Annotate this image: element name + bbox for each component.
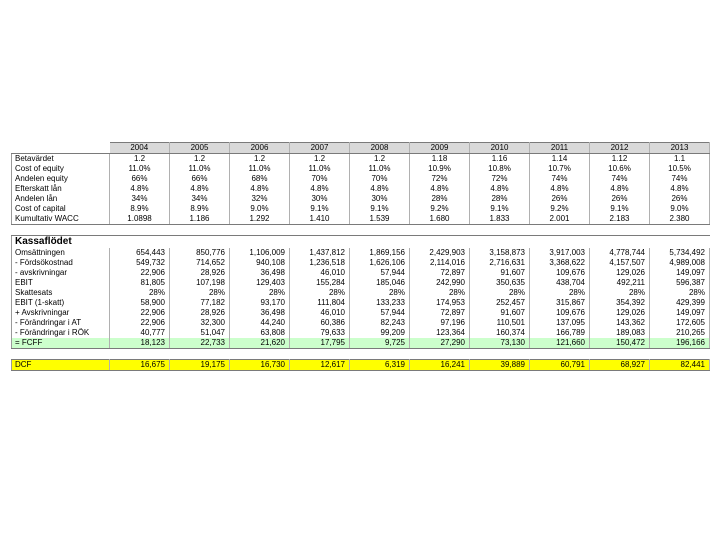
spacer-cell [650, 349, 710, 360]
param-cell: 70% [350, 174, 410, 184]
cashflow-cell: 63,808 [230, 328, 290, 338]
spacer-cell [650, 225, 710, 236]
dcf-cell: 16,675 [110, 360, 170, 371]
cashflow-cell: 79,633 [290, 328, 350, 338]
cashflow-label: + Avskrivningar [12, 308, 110, 318]
cashflow-cell: 3,158,873 [470, 248, 530, 258]
param-cell: 66% [170, 174, 230, 184]
param-cell: 74% [650, 174, 710, 184]
cashflow-cell: 143,362 [590, 318, 650, 328]
cashflow-cell: 36,498 [230, 308, 290, 318]
param-cell: 4.8% [650, 184, 710, 194]
param-cell: 9.0% [230, 204, 290, 214]
cashflow-row [12, 308, 710, 318]
cashflow-cell: 28% [170, 288, 230, 298]
cashflow-cell: 1,626,106 [350, 258, 410, 268]
param-cell: 2.183 [590, 214, 650, 225]
cashflow-cell: 28% [110, 288, 170, 298]
spacer-cell [470, 225, 530, 236]
param-row [12, 204, 710, 214]
cashflow-cell: 28% [350, 288, 410, 298]
spacer-cell [590, 225, 650, 236]
cashflow-cell: 93,170 [230, 298, 290, 308]
cashflow-cell: 174,953 [410, 298, 470, 308]
year-header-cell: 2006 [230, 143, 290, 154]
cashflow-cell: 91,607 [470, 268, 530, 278]
cashflow-cell: 166,789 [530, 328, 590, 338]
cashflow-cell: 40,777 [110, 328, 170, 338]
param-label: Andelen lån [12, 194, 110, 204]
cashflow-cell: 155,284 [290, 278, 350, 288]
param-cell: 1.186 [170, 214, 230, 225]
cashflow-cell: 315,867 [530, 298, 590, 308]
param-cell: 10.6% [590, 164, 650, 174]
cashflow-label: - avskrivningar [12, 268, 110, 278]
cashflow-cell: 1,106,009 [230, 248, 290, 258]
cashflow-row [12, 298, 710, 308]
cashflow-cell: 109,676 [530, 268, 590, 278]
cashflow-cell: 2,429,903 [410, 248, 470, 258]
cashflow-cell: 429,399 [650, 298, 710, 308]
param-cell: 10.9% [410, 164, 470, 174]
fcff-cell: 21,620 [230, 338, 290, 349]
fcff-cell: 27,290 [410, 338, 470, 349]
fcff-row [12, 338, 710, 349]
cashflow-cell: 492,211 [590, 278, 650, 288]
cashflow-row [12, 288, 710, 298]
param-cell: 8.9% [170, 204, 230, 214]
param-cell: 1.410 [290, 214, 350, 225]
year-header-cell: 2008 [350, 143, 410, 154]
year-header-cell: 2010 [470, 143, 530, 154]
param-cell: 10.8% [470, 164, 530, 174]
param-cell: 1.14 [530, 154, 590, 165]
param-label: Cost of equity [12, 164, 110, 174]
cashflow-row [12, 278, 710, 288]
cashflow-label: - Förändringar i AT [12, 318, 110, 328]
param-cell: 11.0% [110, 164, 170, 174]
param-cell: 9.2% [530, 204, 590, 214]
spacer-cell [170, 349, 230, 360]
cashflow-cell: 850,776 [170, 248, 230, 258]
year-header-cell: 2004 [110, 143, 170, 154]
param-cell: 1.1 [650, 154, 710, 165]
cashflow-cell: 44,240 [230, 318, 290, 328]
cashflow-cell: 5,734,492 [650, 248, 710, 258]
cashflow-cell: 129,403 [230, 278, 290, 288]
param-cell: 9.1% [470, 204, 530, 214]
param-cell: 74% [590, 174, 650, 184]
cashflow-cell: 28% [650, 288, 710, 298]
cashflow-cell: 549,732 [110, 258, 170, 268]
cashflow-cell: 596,387 [650, 278, 710, 288]
param-cell: 26% [650, 194, 710, 204]
dcf-cell: 12,617 [290, 360, 350, 371]
param-cell: 8.9% [110, 204, 170, 214]
cashflow-cell: 160,374 [470, 328, 530, 338]
param-cell: 1.292 [230, 214, 290, 225]
param-cell: 32% [230, 194, 290, 204]
cashflow-cell: 46,010 [290, 268, 350, 278]
cashflow-cell: 28% [590, 288, 650, 298]
cashflow-cell: 210,265 [650, 328, 710, 338]
cashflow-cell: 4,989,008 [650, 258, 710, 268]
cashflow-cell: 354,392 [590, 298, 650, 308]
fcff-cell: 17,795 [290, 338, 350, 349]
fcff-cell: 22,733 [170, 338, 230, 349]
cashflow-cell: 28,926 [170, 308, 230, 318]
cashflow-cell: 2,716,631 [470, 258, 530, 268]
fcff-cell: 196,166 [650, 338, 710, 349]
spacer-cell [110, 225, 170, 236]
param-cell: 1.680 [410, 214, 470, 225]
cashflow-cell: 97,196 [410, 318, 470, 328]
param-cell: 9.1% [590, 204, 650, 214]
year-header-cell: 2013 [650, 143, 710, 154]
param-cell: 28% [410, 194, 470, 204]
param-cell: 72% [470, 174, 530, 184]
fcff-cell: 121,660 [530, 338, 590, 349]
param-cell: 1.12 [590, 154, 650, 165]
param-cell: 1.2 [230, 154, 290, 165]
cashflow-cell: 111,804 [290, 298, 350, 308]
cashflow-row [12, 318, 710, 328]
param-cell: 9.2% [410, 204, 470, 214]
param-cell: 9.0% [650, 204, 710, 214]
cashflow-cell: 82,243 [350, 318, 410, 328]
cashflow-label: EBIT [12, 278, 110, 288]
cashflow-cell: 654,443 [110, 248, 170, 258]
dcf-cell: 6,319 [350, 360, 410, 371]
param-cell: 30% [290, 194, 350, 204]
fcff-cell: 150,472 [590, 338, 650, 349]
cashflow-cell: 129,026 [590, 308, 650, 318]
fcff-cell: 18,123 [110, 338, 170, 349]
spreadsheet [11, 142, 709, 371]
fcff-cell: 73,130 [470, 338, 530, 349]
dcf-cell: 16,730 [230, 360, 290, 371]
cashflow-cell: 32,300 [170, 318, 230, 328]
year-header-cell: 2009 [410, 143, 470, 154]
spacer-cell [470, 349, 530, 360]
param-cell: 4.8% [470, 184, 530, 194]
param-cell: 9.1% [350, 204, 410, 214]
dcf-cell: 39,889 [470, 360, 530, 371]
param-cell: 4.8% [350, 184, 410, 194]
section-header-row [12, 236, 710, 249]
cashflow-cell: 81,805 [110, 278, 170, 288]
cashflow-cell: 1,437,812 [290, 248, 350, 258]
section-title: Kassaflödet [12, 236, 710, 249]
cashflow-row [12, 248, 710, 258]
param-row [12, 184, 710, 194]
cashflow-cell: 91,607 [470, 308, 530, 318]
cashflow-cell: 2,114,016 [410, 258, 470, 268]
cashflow-cell: 1,869,156 [350, 248, 410, 258]
cashflow-label: - Fördsökostnad [12, 258, 110, 268]
param-cell: 4.8% [530, 184, 590, 194]
cashflow-row [12, 328, 710, 338]
spacer-cell [12, 225, 110, 236]
param-label: Andelen equity [12, 174, 110, 184]
cashflow-cell: 46,010 [290, 308, 350, 318]
param-cell: 1.0898 [110, 214, 170, 225]
dcf-label: DCF [12, 360, 110, 371]
cashflow-cell: 57,944 [350, 268, 410, 278]
cashflow-cell: 1,236,518 [290, 258, 350, 268]
dcf-cell: 68,927 [590, 360, 650, 371]
spacer-cell [590, 349, 650, 360]
cashflow-cell: 109,676 [530, 308, 590, 318]
cashflow-cell: 28,926 [170, 268, 230, 278]
cashflow-cell: 57,944 [350, 308, 410, 318]
cashflow-cell: 714,652 [170, 258, 230, 268]
cashflow-cell: 28% [410, 288, 470, 298]
param-cell: 74% [530, 174, 590, 184]
param-cell: 72% [410, 174, 470, 184]
cashflow-cell: 3,368,622 [530, 258, 590, 268]
year-header-row [12, 143, 710, 154]
cashflow-cell: 36,498 [230, 268, 290, 278]
spacer-cell [230, 225, 290, 236]
dcf-cell: 19,175 [170, 360, 230, 371]
cashflow-row [12, 258, 710, 268]
spacer-row [12, 349, 710, 360]
spacer-cell [170, 225, 230, 236]
param-cell: 26% [530, 194, 590, 204]
param-cell: 66% [110, 174, 170, 184]
cashflow-cell: 350,635 [470, 278, 530, 288]
cashflow-cell: 189,083 [590, 328, 650, 338]
cashflow-cell: 58,900 [110, 298, 170, 308]
cashflow-cell: 51,047 [170, 328, 230, 338]
cashflow-cell: 129,026 [590, 268, 650, 278]
param-row [12, 164, 710, 174]
dcf-cell: 60,791 [530, 360, 590, 371]
param-cell: 1.16 [470, 154, 530, 165]
param-cell: 1.539 [350, 214, 410, 225]
cashflow-cell: 438,704 [530, 278, 590, 288]
param-cell: 4.8% [410, 184, 470, 194]
spacer-cell [410, 349, 470, 360]
cashflow-cell: 133,233 [350, 298, 410, 308]
cashflow-cell: 77,182 [170, 298, 230, 308]
param-cell: 2.001 [530, 214, 590, 225]
cashflow-cell: 28% [290, 288, 350, 298]
cashflow-row [12, 268, 710, 278]
cashflow-cell: 72,897 [410, 308, 470, 318]
cashflow-label: - Förändringar i RÖK [12, 328, 110, 338]
spacer-cell [110, 349, 170, 360]
cashflow-cell: 137,095 [530, 318, 590, 328]
param-label: Cost of capital [12, 204, 110, 214]
param-cell: 1.2 [110, 154, 170, 165]
param-label: Betavärdet [12, 154, 110, 165]
param-cell: 1.2 [170, 154, 230, 165]
year-header-cell: 2007 [290, 143, 350, 154]
cashflow-cell: 28% [230, 288, 290, 298]
cashflow-cell: 252,457 [470, 298, 530, 308]
valuation-table [11, 142, 710, 371]
param-cell: 34% [170, 194, 230, 204]
cashflow-label: EBIT (1-skatt) [12, 298, 110, 308]
param-cell: 2.380 [650, 214, 710, 225]
param-cell: 4.8% [290, 184, 350, 194]
spacer-cell [290, 225, 350, 236]
cashflow-label: Skattesats [12, 288, 110, 298]
param-cell: 4.8% [590, 184, 650, 194]
year-header-cell: 2011 [530, 143, 590, 154]
spacer-row [12, 225, 710, 236]
param-cell: 10.7% [530, 164, 590, 174]
cashflow-cell: 149,097 [650, 308, 710, 318]
dcf-cell: 82,441 [650, 360, 710, 371]
param-cell: 70% [290, 174, 350, 184]
param-label: Efterskatt lån [12, 184, 110, 194]
param-cell: 11.0% [170, 164, 230, 174]
param-cell: 1.2 [290, 154, 350, 165]
cashflow-cell: 22,906 [110, 268, 170, 278]
spacer-cell [350, 349, 410, 360]
param-cell: 26% [590, 194, 650, 204]
cashflow-cell: 4,778,744 [590, 248, 650, 258]
param-cell: 1.833 [470, 214, 530, 225]
param-label: Kumultativ WACC [12, 214, 110, 225]
param-row [12, 174, 710, 184]
spacer-cell [230, 349, 290, 360]
cashflow-cell: 123,364 [410, 328, 470, 338]
cashflow-cell: 99,209 [350, 328, 410, 338]
param-cell: 10.5% [650, 164, 710, 174]
param-row [12, 154, 710, 165]
spacer-cell [290, 349, 350, 360]
param-cell: 4.8% [230, 184, 290, 194]
cashflow-cell: 28% [470, 288, 530, 298]
fcff-cell: 9,725 [350, 338, 410, 349]
param-cell: 68% [230, 174, 290, 184]
cashflow-cell: 185,046 [350, 278, 410, 288]
dcf-cell: 16,241 [410, 360, 470, 371]
cashflow-cell: 72,897 [410, 268, 470, 278]
cashflow-cell: 172,605 [650, 318, 710, 328]
fcff-label: = FCFF [12, 338, 110, 349]
cashflow-cell: 4,157,507 [590, 258, 650, 268]
cashflow-cell: 28% [530, 288, 590, 298]
param-cell: 4.8% [110, 184, 170, 194]
cashflow-cell: 22,906 [110, 308, 170, 318]
spacer-cell [12, 349, 110, 360]
param-cell: 11.0% [350, 164, 410, 174]
spacer-cell [530, 225, 590, 236]
param-cell: 28% [470, 194, 530, 204]
param-cell: 1.18 [410, 154, 470, 165]
spacer-cell [410, 225, 470, 236]
header-blank-cell [12, 143, 110, 154]
cashflow-cell: 22,906 [110, 318, 170, 328]
param-cell: 1.2 [350, 154, 410, 165]
spacer-cell [350, 225, 410, 236]
cashflow-cell: 940,108 [230, 258, 290, 268]
param-cell: 34% [110, 194, 170, 204]
param-cell: 4.8% [170, 184, 230, 194]
year-header-cell: 2005 [170, 143, 230, 154]
cashflow-cell: 3,917,003 [530, 248, 590, 258]
param-cell: 30% [350, 194, 410, 204]
cashflow-cell: 110,501 [470, 318, 530, 328]
cashflow-cell: 107,198 [170, 278, 230, 288]
dcf-row [12, 360, 710, 371]
param-cell: 9.1% [290, 204, 350, 214]
spacer-cell [530, 349, 590, 360]
param-cell: 11.0% [290, 164, 350, 174]
param-row [12, 214, 710, 225]
year-header-cell: 2012 [590, 143, 650, 154]
cashflow-cell: 242,990 [410, 278, 470, 288]
param-row [12, 194, 710, 204]
cashflow-cell: 149,097 [650, 268, 710, 278]
cashflow-cell: 60,386 [290, 318, 350, 328]
cashflow-label: Omsättningen [12, 248, 110, 258]
param-cell: 11.0% [230, 164, 290, 174]
